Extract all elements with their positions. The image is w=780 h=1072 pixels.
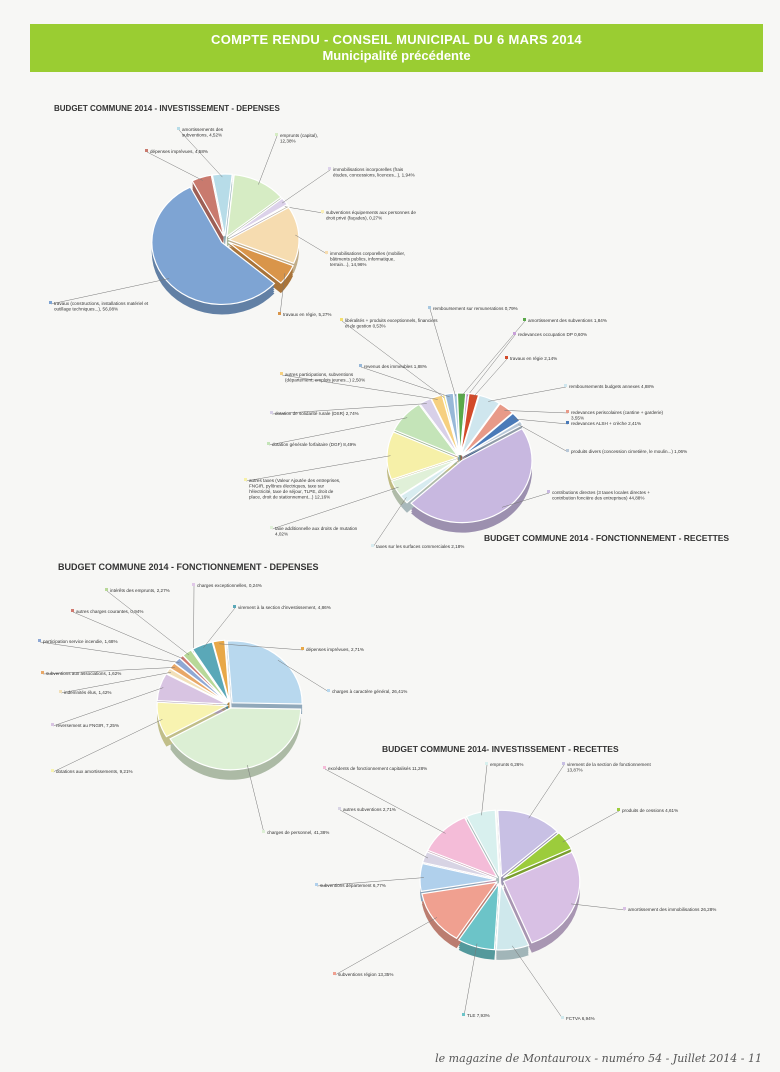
chart-title-invest-recettes: BUDGET COMMUNE 2014- INVESTISSEMENT - RECETTES <box>382 744 619 754</box>
leader-line <box>258 136 277 185</box>
legend-swatch <box>564 384 567 387</box>
legend-swatch <box>566 410 569 413</box>
slice-label: excédents de fonctionnement capitalisés 11,28% <box>328 766 428 771</box>
slice-label: produits divers (concession cimetière, le moulin...) 1,06% <box>571 449 688 454</box>
leader-line <box>512 946 563 1019</box>
leader-line <box>342 321 444 398</box>
slice-label: redevances periscolaires (cantine + garderie) 3,55% <box>571 410 664 421</box>
legend-swatch <box>566 421 569 424</box>
leader-line <box>467 335 515 396</box>
chart-title-fonct-depenses: BUDGET COMMUNE 2014 - FONCTIONNEMENT - DEPENSES <box>58 562 319 572</box>
legend-swatch <box>278 312 281 315</box>
slice-label: produits de cessions 4,61% <box>622 808 679 813</box>
legend-swatch <box>301 647 304 650</box>
legend-swatch <box>462 1013 465 1016</box>
legend-swatch <box>617 808 620 811</box>
legend-swatch <box>267 442 270 445</box>
pie-chart-3 <box>38 583 407 835</box>
slice-label: dépenses imprévues, 2,71% <box>306 647 364 652</box>
legend-swatch <box>38 639 41 642</box>
legend-swatch <box>623 907 626 910</box>
legend-swatch <box>547 490 550 493</box>
slice-label: virement de la section de fonctionnement 13,87% <box>567 762 651 773</box>
leader-line <box>563 811 619 842</box>
slice-label: indemnités élus, 1,42% <box>64 690 112 695</box>
slice-label: redevances ALSH + crèche 2,41% <box>571 421 642 426</box>
slice-label: taxes sur les surfaces commerciales 2,18% <box>376 544 465 549</box>
leader-line <box>269 418 407 445</box>
legend-swatch <box>105 588 108 591</box>
legend-swatch <box>145 149 148 152</box>
legend-swatch <box>270 526 273 529</box>
legend-swatch <box>333 972 336 975</box>
slice-label: amortissements des subventions, 4,52% <box>182 127 224 138</box>
leader-line <box>482 765 488 815</box>
slice-label: subventions région 13,35% <box>338 972 394 977</box>
pie-chart-2 <box>244 306 687 549</box>
legend-swatch <box>327 689 330 692</box>
pie-slice <box>227 641 302 704</box>
legend-swatch <box>275 133 278 136</box>
header-subtitle: Municipalité précédente <box>322 48 471 63</box>
slice-label: dotation de solidarité rurale (DSR) 2,74% <box>275 411 359 416</box>
slice-label: taxe additionnelle aux droits de mutation 4,02% <box>275 526 358 537</box>
slice-label: dotation générale forfaitaire (DGF) 8,49% <box>272 442 357 447</box>
leader-line <box>335 917 437 975</box>
page-footer: le magazine de Montauroux - numéro 54 - Juillet 2014 - 11 <box>435 1052 762 1065</box>
leader-line <box>488 387 566 401</box>
leader-line <box>107 591 189 655</box>
slice-label: immobilisations incorporelles (frais études, concessions, licences...), 1,94% <box>333 167 415 178</box>
leader-line <box>282 170 330 203</box>
slice-label: charges exceptionnelles, 0,24% <box>197 583 262 588</box>
legend-swatch <box>321 210 324 213</box>
leader-line <box>571 904 625 910</box>
slice-label: autres participations, subventions (département, emplois jeunes...) 2,50% <box>285 372 366 383</box>
legend-swatch <box>262 830 265 833</box>
leader-line <box>361 367 450 397</box>
legend-swatch <box>71 609 74 612</box>
legend-swatch <box>523 318 526 321</box>
slice-label: remboursement sur remunerations 0,79% <box>433 306 518 311</box>
slice-label: subventions département 6,77% <box>320 883 386 888</box>
legend-swatch <box>340 318 343 321</box>
slice-label: autres taxes (Valeur Ajoutée des entreprises, FNGIR, pylônes électriques, taxe sur l'électricité, taxe de séjour, TLPE, droit de place, droit de stationnement...) 12,16% <box>249 478 341 500</box>
legend-swatch <box>566 449 569 452</box>
leader-line <box>295 235 327 254</box>
leader-line <box>325 769 446 833</box>
slice-label: emprunts 6,26% <box>490 762 524 767</box>
legend-swatch <box>315 883 318 886</box>
slice-label: redevances occupation DP 0,60% <box>518 332 588 337</box>
slice-label: libéralités + produits exceptionnels, financiers et de gestion 0,53% <box>345 318 438 329</box>
slice-label: reversement au FNGIR, 7,25% <box>56 723 120 728</box>
legend-swatch <box>485 762 488 765</box>
slice-label: subventions équipements aux personnes de droit privé (façades), 0,27% <box>326 210 416 221</box>
slice-label: charges à caractère général, 26,41% <box>332 689 408 694</box>
header-title: COMPTE RENDU - CONSEIL MUNICIPAL DU 6 MARS 2014 <box>211 32 582 47</box>
leader-line <box>373 497 406 547</box>
slice-label: participation service incendie, 1,68% <box>43 639 118 644</box>
leader-line <box>529 765 564 818</box>
chart-title-fonct-recettes: BUDGET COMMUNE 2014 - FONCTIONNEMENT - RECETTES <box>484 533 730 543</box>
slice-label: intérêts des emprunts, 2,27% <box>110 588 170 593</box>
legend-swatch <box>561 1016 564 1019</box>
leader-line <box>504 410 568 413</box>
slice-label: contributions directes (3 taxes locales directes + contribution foncière des entreprises) 44,88% <box>552 490 650 501</box>
leader-line <box>473 359 507 397</box>
slice-label: travaux en régie, 5,27% <box>283 312 332 317</box>
slice-label: amortissement des immobilisations 26,28% <box>628 907 717 912</box>
leader-line <box>73 612 184 659</box>
slice-label: revenus des immeubles 1,88% <box>364 364 427 369</box>
pie-chart-1 <box>49 127 416 317</box>
leader-line <box>40 642 179 663</box>
slice-label: dotations aux amortissements, 9,21% <box>56 769 133 774</box>
legend-swatch <box>233 605 236 608</box>
legend-swatch <box>270 411 273 414</box>
legend-swatch <box>323 766 326 769</box>
legend-swatch <box>513 332 516 335</box>
legend-swatch <box>41 671 44 674</box>
legend-swatch <box>325 251 328 254</box>
leader-line <box>194 586 195 652</box>
legend-swatch <box>51 723 54 726</box>
legend-swatch <box>359 364 362 367</box>
slice-label: remboursements budgets annexes 4,88% <box>569 384 655 389</box>
slice-label: autres subventions 2,71% <box>343 807 396 812</box>
legend-swatch <box>338 807 341 810</box>
slice-label: autres charges courantes, 0,94% <box>76 609 144 614</box>
legend-swatch <box>428 306 431 309</box>
legend-swatch <box>192 583 195 586</box>
slice-label: FCTVA 6,94% <box>566 1016 595 1021</box>
leader-line <box>147 152 203 180</box>
legend-swatch <box>280 372 283 375</box>
legend-swatch <box>244 478 247 481</box>
slice-label: emprunts (capital), 12,38% <box>280 133 319 144</box>
slice-label: TLE 7,93% <box>467 1013 490 1018</box>
legend-swatch <box>328 167 331 170</box>
slice-label: amortissement des subventions 1,84% <box>528 318 607 323</box>
slice-label: travaux (constructions, installations matériel et outillage techniques...), 56,08% <box>54 301 149 312</box>
slice-label: charges de personnel, 41,38% <box>267 830 330 835</box>
legend-swatch <box>59 690 62 693</box>
slice-label: subventions aux associations, 1,62% <box>46 671 122 676</box>
slice-label: immobilisations corporelles (mobilier, bâtiments publics, informatique, terrain...), 14,96% <box>330 251 406 268</box>
slice-label: virement à la section d'investissement, 4,86% <box>238 605 331 610</box>
legend-swatch <box>562 762 565 765</box>
slice-label: travaux en régie 2,14% <box>510 356 558 361</box>
chart-title-invest-depenses: BUDGET COMMUNE 2014 - INVESTISSEMENT - DEPENSES <box>54 104 280 113</box>
legend-swatch <box>177 127 180 130</box>
legend-swatch <box>49 301 52 304</box>
pie-chart-4 <box>315 762 716 1021</box>
legend-swatch <box>505 356 508 359</box>
slice-label: dépenses imprévues, 4,58% <box>150 149 208 154</box>
legend-swatch <box>51 769 54 772</box>
legend-swatch <box>371 544 374 547</box>
